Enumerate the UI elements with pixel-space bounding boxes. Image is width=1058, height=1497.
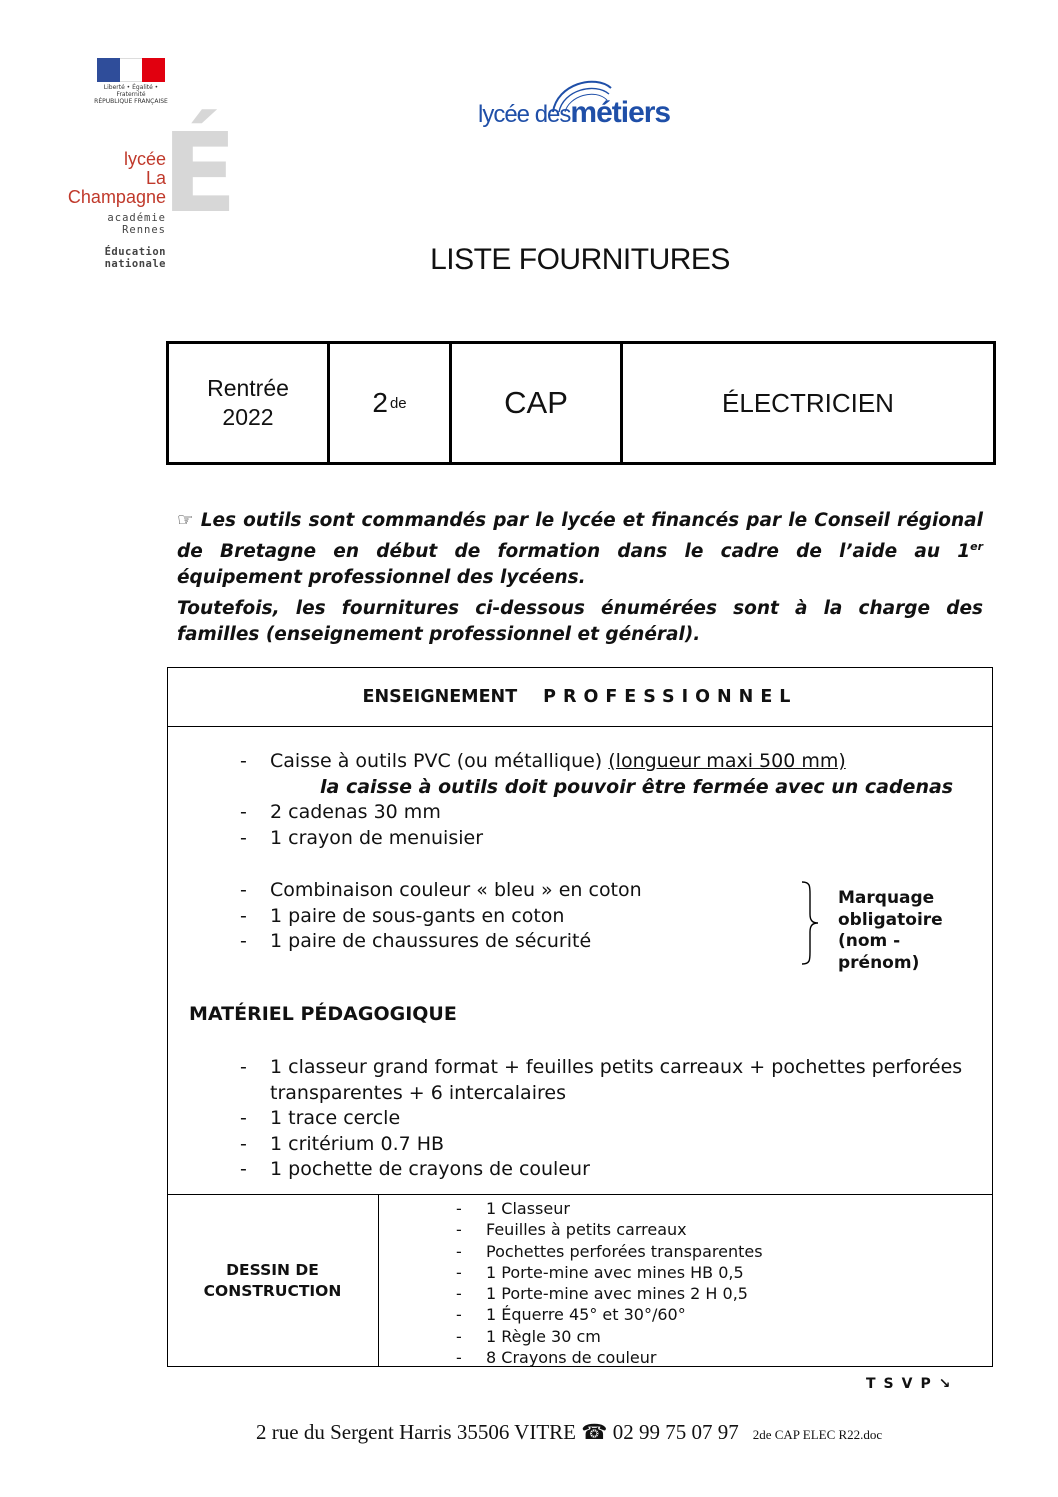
list-item: - 1 Classeur	[456, 1199, 570, 1218]
level-cell	[330, 344, 452, 462]
toolbox-note: la caisse à outils doit pouvoir être fermée avec un cadenas	[320, 775, 954, 798]
header-table	[166, 341, 996, 465]
list-item: - 1 Porte-mine avec mines HB 0,5	[456, 1262, 744, 1282]
education-e-logo-icon: É	[162, 109, 238, 237]
dessin-table	[167, 1194, 993, 1367]
list-item: - 1 crayon de menuisier	[240, 826, 484, 849]
list-item: - 1 critérium 0.7 HB	[240, 1132, 445, 1155]
diploma-value: CAP	[504, 385, 568, 420]
level-sup: de	[389, 394, 407, 412]
list-item: - Caisse à outils PVC (ou métallique) (longueur maxi 500 mm)	[240, 750, 846, 772]
list-item: - 1 trace cercle	[240, 1107, 401, 1130]
rentree-label: Rentrée	[207, 375, 289, 401]
intro-paragraph-2: Toutefois, les fournitures ci-dessous énumérées sont à la charge des familles (enseignement professionnel et général).	[177, 598, 983, 645]
dessin-list	[379, 1195, 993, 1367]
pro-heading: ENSEIGNEMENT PROFESSIONNEL	[167, 667, 993, 727]
pedago-list	[240, 1055, 970, 1183]
education-nationale-label: Éducation nationale	[104, 246, 166, 270]
specialty-value: ÉLECTRICIEN	[722, 387, 894, 418]
list-item: - 8 Crayons de couleur	[456, 1348, 657, 1368]
footer-doc-name: 2de CAP ELEC R22.doc	[752, 1427, 883, 1442]
level-value: 2	[372, 387, 388, 418]
footer-phone: 02 99 75 07 97	[607, 1420, 739, 1444]
list-item: - Combinaison couleur « bleu » en coton	[240, 879, 642, 901]
lycee-name: lycée La Champagne	[67, 149, 166, 207]
list-item: - 2 cadenas 30 mm	[240, 801, 441, 824]
tsvp-label: TSVP↘	[866, 1376, 951, 1392]
list-item: - Feuilles à petits carreaux	[456, 1220, 687, 1240]
list-item: - 1 paire de chaussures de sécurité	[240, 930, 592, 953]
list-item: - 1 Équerre 45° et 30°/60°	[456, 1305, 686, 1325]
hand-pointing-icon: ☞	[177, 510, 194, 531]
turn-page-arrow-icon: ↘	[938, 1376, 951, 1392]
lycee-des-metiers-logo	[478, 96, 670, 130]
diploma-cell	[452, 344, 623, 462]
list-item: - 1 Porte-mine avec mines 2 H 0,5	[456, 1284, 748, 1304]
list-item: - Pochettes perforées transparentes	[456, 1241, 763, 1261]
marianne-caption: Liberté • Égalité • Fraternité RÉPUBLIQUE FRANÇAISE	[94, 84, 168, 105]
metiers-text: métiers	[570, 96, 671, 129]
list-item: - 1 pochette de crayons de couleur	[240, 1158, 590, 1181]
list-item: - 1 paire de sous-gants en coton	[240, 904, 565, 927]
page-title: LISTE FOURNITURES	[430, 243, 730, 276]
rentree-year: 2022	[222, 404, 274, 430]
footer	[256, 1420, 882, 1445]
right-brace-icon	[800, 880, 820, 966]
pedago-heading: MATÉRIEL PÉDAGOGIQUE	[189, 1003, 457, 1025]
list-item: - 1 classeur grand format + feuilles petits carreaux + pochettes perforées transparentes + 6 intercalaires	[240, 1056, 963, 1104]
rentree-cell	[169, 344, 330, 462]
lycee-des-text: lycée des	[478, 101, 571, 128]
phone-icon: ☎	[581, 1420, 608, 1444]
intro-paragraph-1: ☞ Les outils sont commandés par le lycée et financés par le Conseil régional de Bretagne en début de formation dans le cadre de l’aide au 1er équipement professionnel des lycéens.	[177, 510, 983, 589]
footer-address: 2 rue du Sergent Harris 35506 VITRE	[256, 1420, 582, 1444]
republique-francaise-flag	[97, 58, 165, 82]
specialty-cell	[623, 344, 993, 462]
pro-list-1	[240, 749, 1020, 851]
list-item: - 1 Règle 30 cm	[456, 1326, 601, 1346]
dessin-label: DESSIN DE CONSTRUCTION	[167, 1195, 379, 1367]
academie-label: académie Rennes	[107, 212, 166, 236]
marquage-note: Marquage obligatoire (nom - prénom)	[838, 888, 943, 973]
